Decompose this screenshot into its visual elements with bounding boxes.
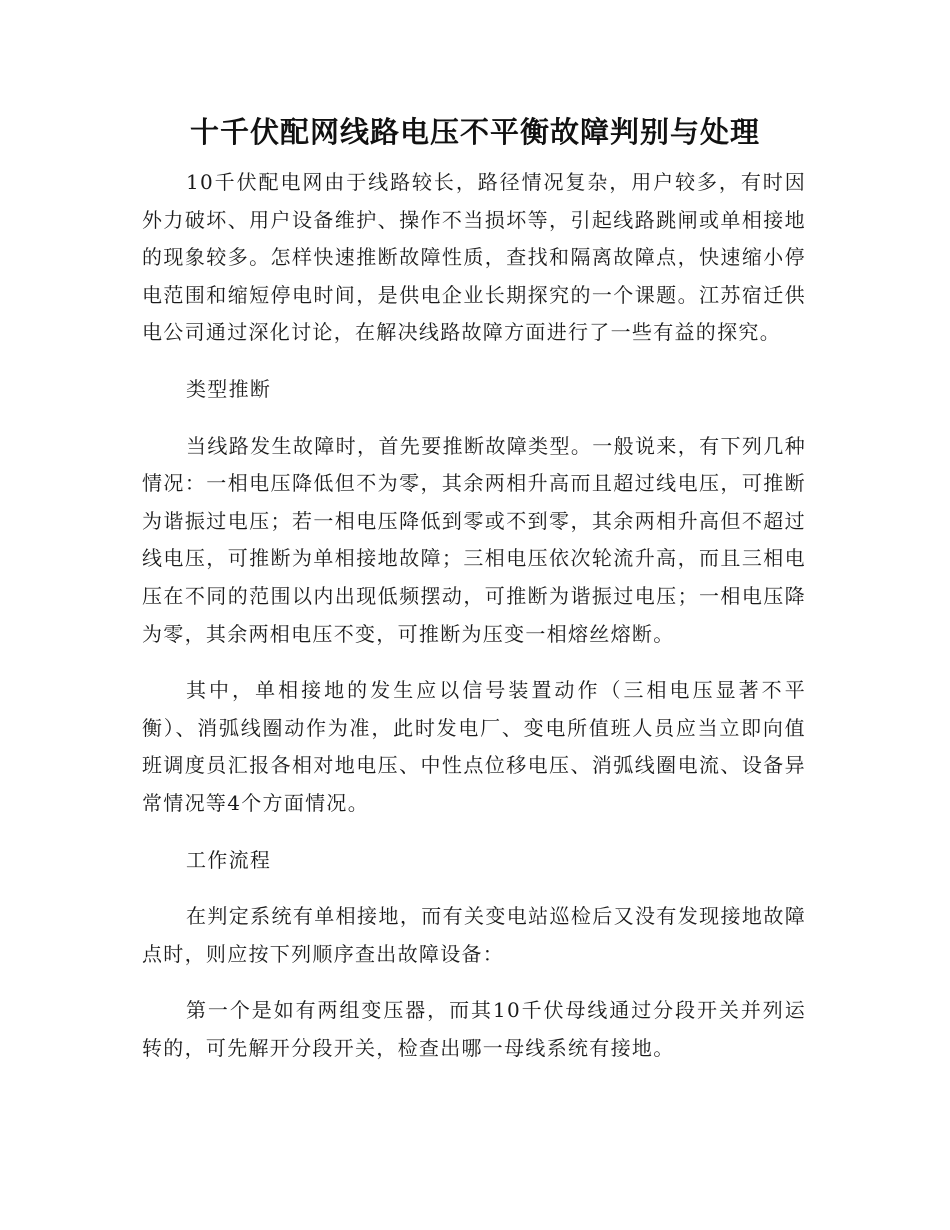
paragraph-single-phase-grounding: 其中，单相接地的发生应以信号装置动作（三相电压显著不平衡）、消弧线圈动作为准，此时发电厂、变电所值班人员应当立即向值班调度员汇报各相对地电压、中性点位移电压、消弧线圈电流、设备异常情况等4个方面情况。 xyxy=(142,678,806,815)
document-body xyxy=(142,164,806,1086)
section-heading-type-judgement: 类型推断 xyxy=(186,376,272,401)
section-heading-workflow: 工作流程 xyxy=(186,847,272,872)
paragraph-workflow-intro: 在判定系统有单相接地，而有关变电站巡检后又没有发现接地故障点时，则应按下列顺序查出故障设备： xyxy=(142,904,806,966)
paragraph-intro: 10千伏配电网由于线路较长，路径情况复杂，用户较多，有时因外力破坏、用户设备维护、操作不当损坏等，引起线路跳闸或单相接地的现象较多。怎样快速推断故障性质，查找和隔离故障点，快速缩小停电范围和缩短停电时间，是供电企业长期探究的一个课题。江苏宿迁供电公司通过深化讨论，在解决线路故障方面进行了一些有益的探究。 xyxy=(142,170,806,345)
paragraph-step-one: 第一个是如有两组变压器，而其10千伏母线通过分段开关并列运转的，可先解开分段开关，检查出哪一母线系统有接地。 xyxy=(142,998,806,1060)
paragraph-fault-types: 当线路发生故障时，首先要推断故障类型。一般说来，有下列几种情况：一相电压降低但不为零，其余两相升高而且超过线电压，可推断为谐振过电压；若一相电压降低到零或不到零，其余两相升高但不超过线电压，可推断为单相接地故障；三相电压依次轮流升高，而且三相电压在不同的范围以内出现低频摆动，可推断为谐振过电压；一相电压降为零，其余两相电压不变，可推断为压变一相熔丝熔断。 xyxy=(142,433,806,646)
document-title: 十千伏配网线路电压不平衡故障判别与处理 xyxy=(189,115,760,149)
